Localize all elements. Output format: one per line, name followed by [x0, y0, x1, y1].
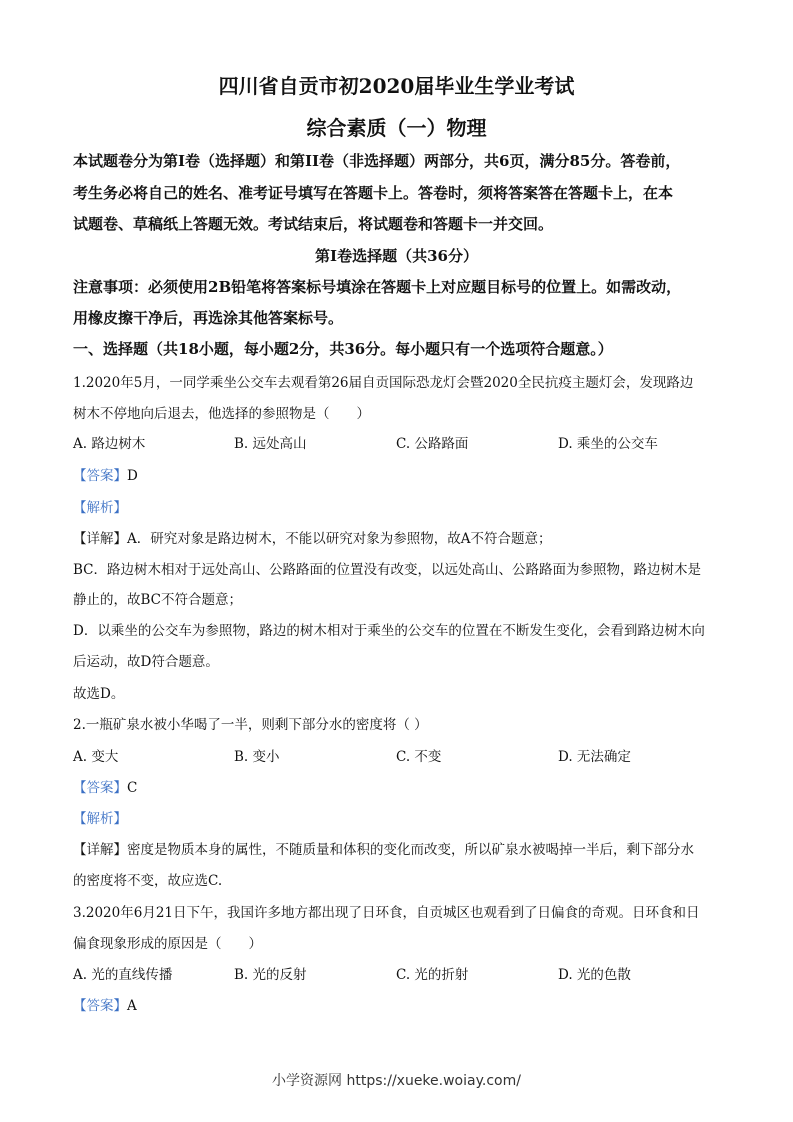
q1-option-b: B. 远处高山: [234, 436, 307, 452]
notice-line-1: 注意事项：必须使用2B铅笔将答案标号填涂在答题卡上对应题目标号的位置上。如需改动，: [73, 278, 682, 296]
q1-detail-text-1: A．研究对象是路边树木，不能以研究对象为参照物，故A不符合题意；: [127, 531, 552, 547]
answer-label: 【答案】: [73, 998, 127, 1014]
q2-stem-line-1: 2.一瓶矿泉水被小华喝了一半，则剩下部分水的密度将（ ）: [73, 717, 428, 733]
section-title: 第I卷选择题（共36分）: [315, 247, 478, 265]
answer-label: 【答案】: [73, 468, 127, 484]
q1-option-d: D. 乘坐的公交车: [558, 436, 658, 452]
q2-detail-line-2: 的密度将不变，故应选C.: [73, 873, 223, 889]
detail-label: 【详解】: [73, 531, 127, 547]
notice-line-2: 用橡皮擦干净后，再选涂其他答案标号。: [73, 309, 344, 327]
q1-stem-line-2: 树木不停地向后退去，他选择的参照物是（ ）: [73, 406, 370, 422]
q2-answer: [73, 776, 733, 796]
q2-option-c: C. 不变: [396, 749, 442, 765]
q1-answer-value: D: [127, 468, 138, 484]
intro-line-3: 试题卷、草稿纸上答题无效。考试结束后，将试题卷和答题卡一并交回。: [73, 215, 554, 233]
q1-detail-line-2: BC．路边树木相对于远处高山、公路路面的位置没有改变，以远处高山、公路路面为参照物，路边树木是: [73, 562, 701, 578]
q1-detail-line-4: D．以乘坐的公交车为参照物，路边的树木相对于乘坐的公交车的位置在不断发生变化，会看到路边树木向: [73, 623, 705, 639]
q3-option-d: D. 光的色散: [558, 967, 631, 983]
q2-option-d: D. 无法确定: [558, 749, 631, 765]
q2-answer-value: C: [127, 780, 138, 796]
q1-conclusion: 故选D。: [73, 686, 125, 702]
q3-stem-line-2: 偏食现象形成的原因是（ ）: [73, 936, 262, 952]
q3-option-b: B. 光的反射: [234, 967, 307, 983]
q2-option-b: B. 变小: [234, 749, 280, 765]
detail-label: 【详解】: [73, 842, 127, 858]
q3-option-c: C. 光的折射: [396, 967, 469, 983]
q3-answer-value: A: [127, 998, 137, 1014]
exam-title: 四川省自贡市初2020届毕业生学业考试: [218, 74, 575, 98]
q1-detail-line-5: 后运动，故D符合题意。: [73, 654, 219, 670]
q3-answer: [73, 994, 733, 1014]
q2-option-a: A. 变大: [73, 749, 119, 765]
footer-watermark-link[interactable]: 小学资源网 https://xueke.woiay.com/: [272, 1073, 521, 1089]
q1-analysis-label: 【解析】: [73, 500, 127, 516]
q1-stem-line-1: 1.2020年5月，一同学乘坐公交车去观看第26届自贡国际恐龙灯会暨2020全民抗疫主题灯会，发现路边: [73, 375, 694, 391]
answer-label: 【答案】: [73, 780, 127, 796]
q2-detail-line-1: [73, 838, 733, 858]
q1-answer: [73, 464, 733, 484]
q3-option-a: A. 光的直线传播: [73, 967, 173, 983]
q3-stem-line-1: 3.2020年6月21日下午，我国许多地方都出现了日环食，自贡城区也观看到了日偏食的奇观。日环食和日: [73, 905, 700, 921]
q1-detail-line-1: [73, 527, 733, 547]
intro-line-1: 本试题卷分为第I卷（选择题）和第II卷（非选择题）两部分，共6页，满分85分。答卷前，: [73, 152, 681, 170]
q1-detail-line-3: 静止的，故BC不符合题意；: [73, 592, 243, 608]
part-title: 一、选择题（共18小题，每小题2分，共36分。每小题只有一个选项符合题意。）: [73, 340, 613, 358]
q1-option-a: A. 路边树木: [73, 436, 146, 452]
q1-option-c: C. 公路路面: [396, 436, 469, 452]
q2-analysis-label: 【解析】: [73, 811, 127, 827]
intro-line-2: 考生务必将自己的姓名、准考证号填写在答题卡上。答卷时，须将答案答在答题卡上，在本: [73, 184, 674, 202]
q2-detail-text-1: 密度是物质本身的属性，不随质量和体积的变化而改变，所以矿泉水被喝掉一半后，剩下部分水: [127, 842, 694, 858]
exam-subtitle: 综合素质（一）物理: [306, 116, 487, 140]
